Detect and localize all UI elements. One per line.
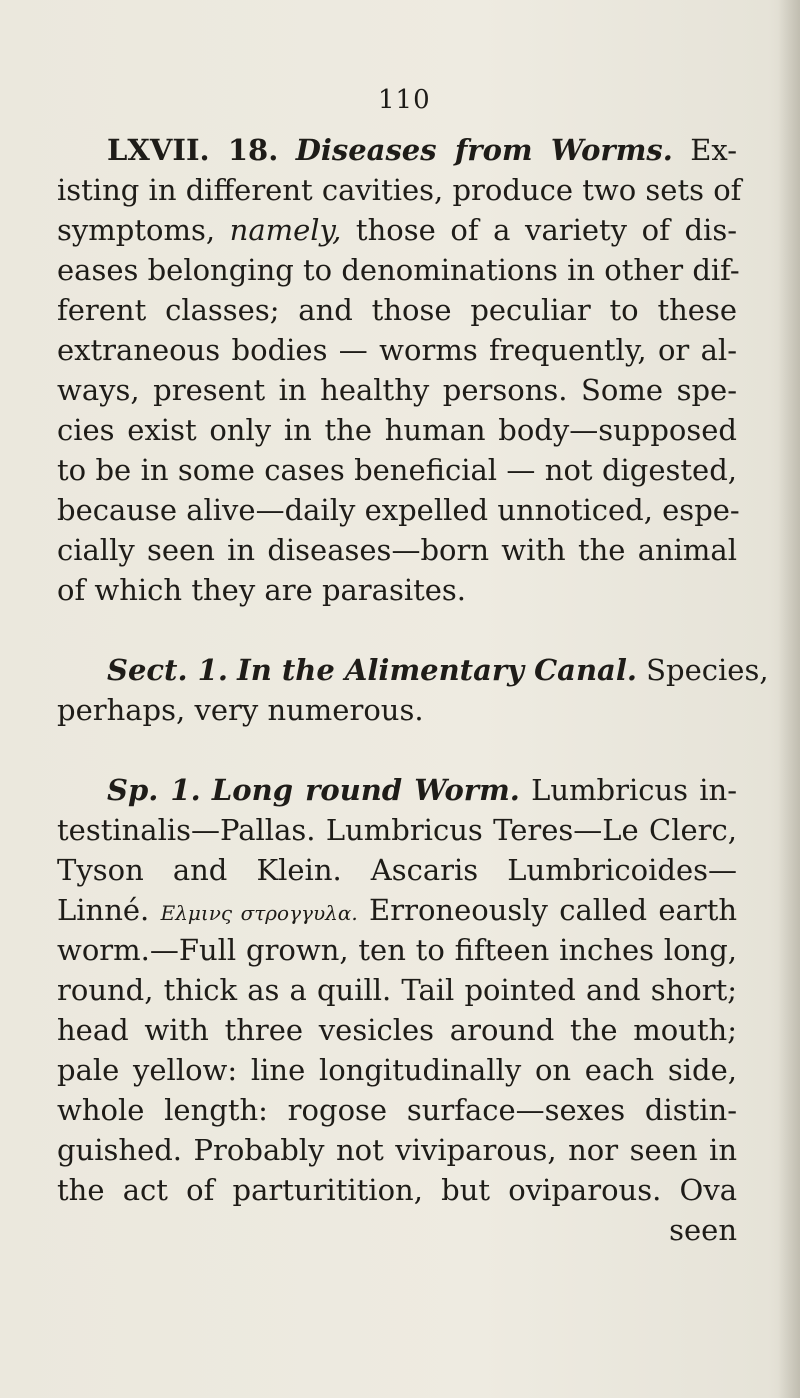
heading-lead: Ex- <box>690 133 738 167</box>
species-line: worm.—Full grown, ten to fifteen inches long, <box>57 933 737 967</box>
species-line: the act of parturitition, but oviparous. Ova <box>57 1173 737 1207</box>
greek-name: Ελμινς στρογγυλα. <box>160 901 358 925</box>
catchword: seen <box>669 1213 737 1247</box>
section-label: Sect. 1. <box>107 653 228 687</box>
paragraph-line: of which they are parasites. <box>57 573 467 607</box>
paragraph-line <box>57 210 737 250</box>
section-text: Species, <box>646 653 769 687</box>
paragraph-line: eases belonging to denominations in other dif- <box>57 253 740 287</box>
page-edge-shadow <box>778 0 800 1398</box>
paragraph-line: cies exist only in the human body—supposed <box>57 413 737 447</box>
heading-number: LXVII. 18. <box>107 133 279 167</box>
paragraph-gap <box>57 730 737 770</box>
section-heading-line <box>57 650 769 690</box>
species-line: guished. Probably not viviparous, nor seen in <box>57 1133 737 1167</box>
paragraph-text: those of a variety of dis- <box>355 213 737 247</box>
species-text: Erroneously called earth <box>369 893 738 927</box>
heading-title: Diseases from Worms. <box>295 133 673 167</box>
species-line <box>57 890 737 930</box>
species-line: head with three vesicles around the mouth; <box>57 1013 737 1047</box>
paragraph-line: ways, present in healthy persons. Some spe- <box>57 373 737 407</box>
species-text: Lumbricus in- <box>531 773 737 807</box>
species-line: testinalis—Pallas. Lumbricus Teres—Le Clerc, <box>57 813 737 847</box>
species-text: Linné. <box>57 893 150 927</box>
section-line: perhaps, very numerous. <box>57 693 424 727</box>
paragraph-line: cially seen in diseases—born with the animal <box>57 533 737 567</box>
species-line: pale yellow: line longitudinally on each side, <box>57 1053 737 1087</box>
paragraph-emphasis: namely, <box>229 213 342 247</box>
species-line: Tyson and Klein. Ascaris Lumbricoides— <box>57 853 737 887</box>
paragraph-line: because alive—daily expelled unnoticed, espe- <box>57 493 740 527</box>
species-line: round, thick as a quill. Tail pointed and short; <box>57 973 737 1007</box>
species-line: whole length: rogose surface—sexes distin- <box>57 1093 737 1127</box>
paragraph-line: ferent classes; and those peculiar to these <box>57 293 737 327</box>
species-heading-line <box>57 770 737 810</box>
paragraph-line: isting in different cavities, produce two sets of <box>57 173 742 207</box>
heading-line <box>57 130 737 170</box>
paragraph-line: to be in some cases beneficial — not digested, <box>57 453 737 487</box>
page-number: 110 <box>378 85 431 115</box>
species-title: Long round Worm. <box>211 773 520 807</box>
species-label: Sp. 1. <box>107 773 201 807</box>
paragraph-text: symptoms, <box>57 213 216 247</box>
section-title: In the Alimentary Canal. <box>237 653 637 687</box>
paragraph-gap <box>57 610 737 650</box>
paragraph-line: extraneous bodies — worms frequently, or al- <box>57 333 737 367</box>
page-text <box>57 130 769 1250</box>
